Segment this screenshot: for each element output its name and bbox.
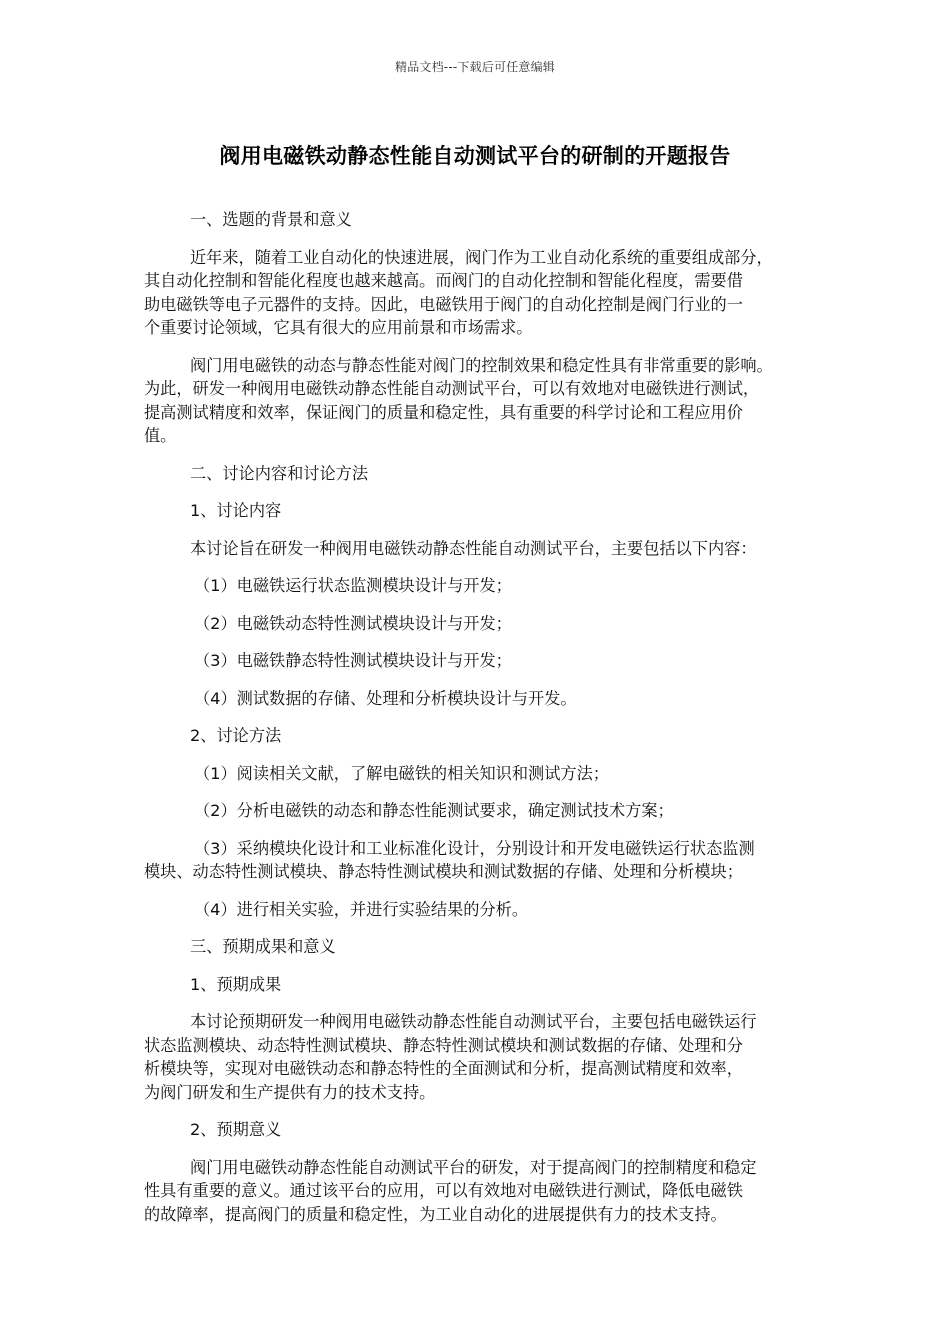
- research-content-intro: 本讨论旨在研发一种阀用电磁铁动静态性能自动测试平台，主要包括以下内容：: [190, 538, 757, 558]
- paragraph-line: 阀门用电磁铁的动态与静态性能对阀门的控制效果和稳定性具有非常重要的影响。: [190, 355, 773, 375]
- document-body: [144, 208, 808, 1240]
- research-method-item: （2）分析电磁铁的动态和静态性能测试要求，确定测试技术方案；: [194, 801, 674, 820]
- paragraph-line: 为此，研发一种阀用电磁铁动静态性能自动测试平台，可以有效地对电磁铁进行测试，: [144, 379, 760, 398]
- paragraph-line: 提高测试精度和效率，保证阀门的质量和稳定性，具有重要的科学讨论和工程应用价: [144, 402, 743, 422]
- subheading-expected-results: 1、预期成果: [190, 974, 282, 994]
- paragraph-line: （3）采纳模块化设计和工业标准化设计，分别设计和开发电磁铁运行状态监测: [194, 838, 755, 858]
- research-method-item: （1）阅读相关文献，了解电磁铁的相关知识和测试方法；: [194, 763, 609, 783]
- paragraph-line: 个重要讨论领域，它具有很大的应用前景和市场需求。: [144, 318, 533, 337]
- section-heading-outcomes: 三、预期成果和意义: [190, 937, 336, 956]
- paragraph-line: 的故障率，提高阀门的质量和稳定性，为工业自动化的进展提供有力的技术支持。: [144, 1204, 727, 1224]
- paragraph-line: 本讨论预期研发一种阀用电磁铁动静态性能自动测试平台，主要包括电磁铁运行: [190, 1012, 757, 1031]
- research-content-item: （2）电磁铁动态特性测试模块设计与开发；: [194, 613, 512, 633]
- paragraph-line: 析模块等，实现对电磁铁动态和静态特性的全面测试和分析，提高测试精度和效率，: [144, 1059, 743, 1078]
- section-heading-research: 二、讨论内容和讨论方法: [190, 463, 369, 483]
- subheading-research-method: 2、讨论方法: [190, 726, 282, 745]
- paragraph-background-1: [144, 246, 808, 340]
- section-heading-background: 一、选题的背景和意义: [190, 210, 352, 229]
- research-content-item: （1）电磁铁运行状态监测模块设计与开发；: [194, 576, 512, 595]
- paragraph-line: 其自动化控制和智能化程度也越来越高。而阀门的自动化控制和智能化程度，需要借: [144, 271, 743, 290]
- document-title: 阀用电磁铁动静态性能自动测试平台的研制的开题报告: [219, 144, 731, 168]
- paragraph-line: 阀门用电磁铁动静态性能自动测试平台的研发，对于提高阀门的控制精度和稳定: [190, 1157, 757, 1177]
- paragraph-background-2: [144, 354, 808, 448]
- paragraph-line: 值。: [144, 426, 177, 445]
- paragraph-line: 近年来，随着工业自动化的快速进展，阀门作为工业自动化系统的重要组成部分，: [190, 247, 773, 267]
- paragraph-line: 为阀门研发和生产提供有力的技术支持。: [144, 1082, 436, 1102]
- research-content-item: （3）电磁铁静态特性测试模块设计与开发；: [194, 651, 512, 670]
- paragraph-line: 助电磁铁等电子元器件的支持。因此，电磁铁用于阀门的自动化控制是阀门行业的一: [144, 294, 743, 314]
- paragraph-line: 性具有重要的意义。通过该平台的应用，可以有效地对电磁铁进行测试，降低电磁铁: [144, 1181, 743, 1200]
- research-method-item: （4）进行相关实验，并进行实验结果的分析。: [194, 899, 529, 919]
- header-note: 精品文档---下载后可任意编辑: [395, 60, 555, 74]
- research-content-item: （4）测试数据的存储、处理和分析模块设计与开发。: [194, 688, 577, 708]
- subheading-research-content: 1、讨论内容: [190, 501, 282, 520]
- paragraph-expected-results: [144, 1010, 808, 1104]
- research-method-item-multiline: [144, 837, 808, 884]
- paragraph-line: 模块、动态特性测试模块、静态特性测试模块和测试数据的存储、处理和分析模块；: [144, 862, 743, 881]
- paragraph-line: 状态监测模块、动态特性测试模块、静态特性测试模块和测试数据的存储、处理和分: [144, 1035, 743, 1055]
- paragraph-expected-significance: [144, 1156, 808, 1227]
- subheading-expected-significance: 2、预期意义: [190, 1120, 282, 1139]
